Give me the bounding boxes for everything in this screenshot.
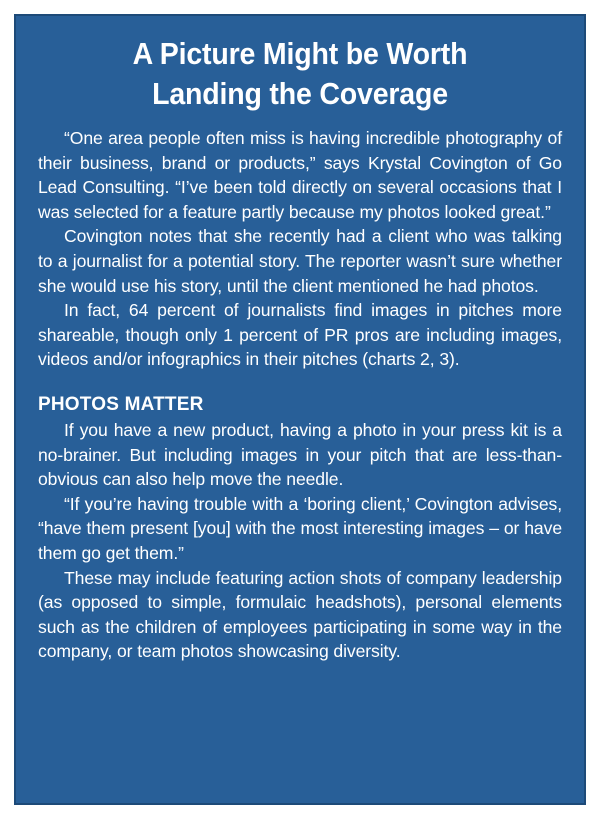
sidebar-box <box>14 14 586 805</box>
headline-line-2: Landing the Coverage <box>152 76 448 111</box>
paragraph: These may include featuring action shots of company leadership (as opposed to simple, formulaic headshots), personal elements such as the children of employees participating in some way in the company, or team photos showcasing diversity. <box>38 567 562 662</box>
paragraph: If you have a new product, having a photo in your press kit is a no-brainer. But including images in your pitch that are less-than-obvious can also help move the needle. <box>38 419 562 490</box>
paragraph: In fact, 64 percent of journalists find images in pitches more shareable, though only 1 percent of PR pros are including images, videos and/or infographics in their pitches (charts 2, 3). <box>38 300 562 370</box>
paragraph: Covington notes that she recently had a client who was talking to a journalist for a potential story. The reporter wasn’t sure whether she would use his story, until the client mentioned he had photos. <box>38 226 562 296</box>
paragraph: “One area people often miss is having incredible photography of their business, brand or products,” says Krystal Covington of Go Lead Consulting. “I’ve been told directly on several occasions that I was selected for a feature partly because my photos looked great.” <box>38 128 562 222</box>
paragraph: “If you’re having trouble with a ‘boring client,’ Covington advises, “have them present [you] with the most interesting images – or have them go get them.” <box>38 493 562 563</box>
headline-line-1: A Picture Might be Worth <box>132 36 468 71</box>
intro-body <box>38 126 562 372</box>
headline <box>59 34 541 114</box>
section-body <box>38 418 562 664</box>
section-heading: PHOTOS MATTER <box>38 393 204 415</box>
